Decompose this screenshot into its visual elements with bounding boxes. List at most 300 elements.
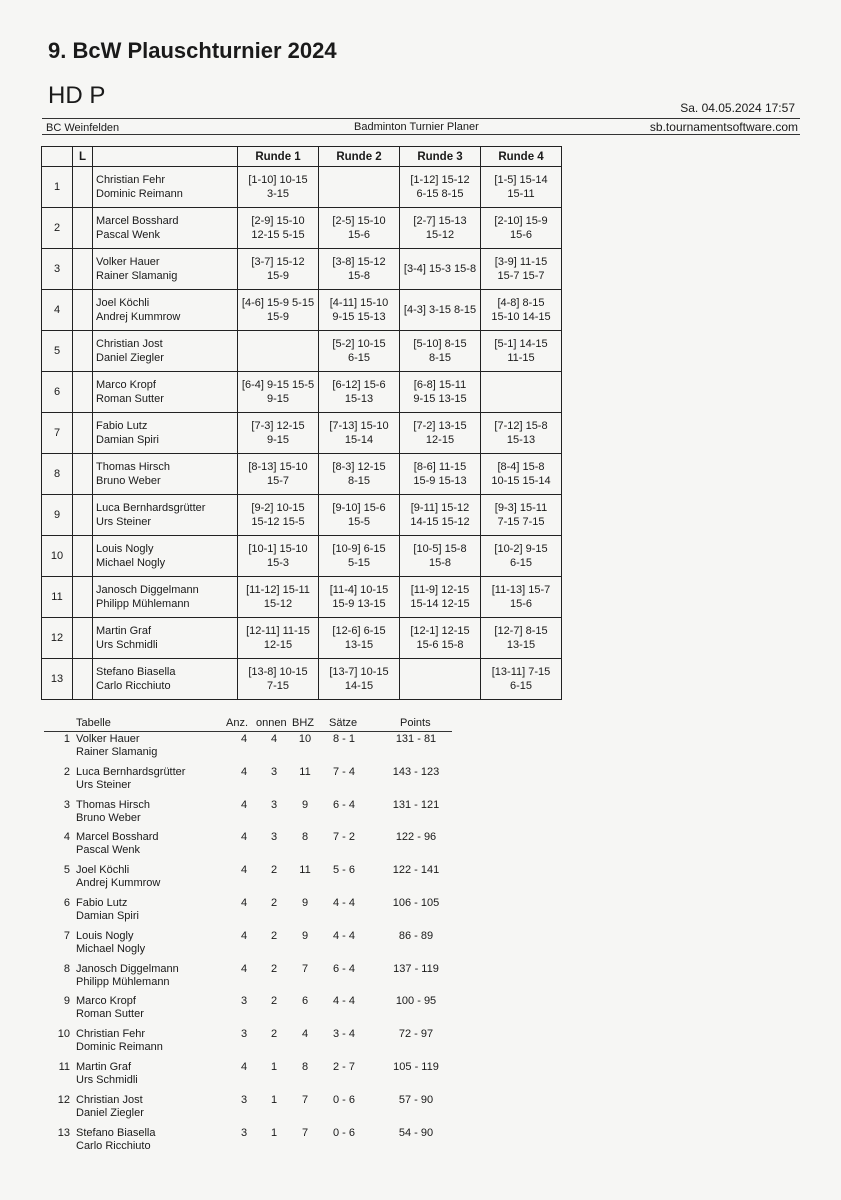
player-name: Philipp Mühlemann [96, 598, 190, 610]
round-3-result [400, 208, 481, 249]
team-players [93, 454, 238, 495]
team-players [93, 413, 238, 454]
result-line: 15-11 [507, 188, 535, 200]
result-line: 15-13 [344, 393, 374, 405]
standing-sets: 7 - 4 [332, 765, 355, 778]
result-line: [10-1] 15-10 [248, 543, 308, 555]
round-3-result [400, 372, 481, 413]
seed-number: 4 [42, 290, 73, 331]
standing-points: 137 - 119 [393, 962, 439, 975]
standing-won: 3 [270, 765, 278, 778]
standing-player-2: Andrej Kummrow [76, 877, 161, 890]
standing-bhz: 11 [299, 765, 311, 778]
result-line: 15-10 14-15 [491, 311, 551, 323]
round-3-result [400, 618, 481, 659]
result-line: [6-12] 15-6 [332, 379, 386, 391]
standings-row [44, 930, 452, 963]
standing-bhz: 9 [301, 896, 309, 909]
seed-number: 1 [42, 167, 73, 208]
result-line: 13-15 [344, 639, 374, 651]
result-line: [2-10] 15-9 [494, 215, 548, 227]
standing-sets: 6 - 4 [332, 962, 355, 975]
standings-row [44, 1061, 452, 1094]
l-cell [73, 167, 93, 208]
draw-row [42, 454, 562, 495]
result-line: 12-15 5-15 [251, 229, 305, 241]
result-line: 15-6 [347, 229, 371, 241]
standing-bhz: 11 [299, 864, 311, 877]
round-4-result [481, 290, 562, 331]
standings-row [44, 1127, 452, 1160]
result-line: [1-12] 15-12 [410, 174, 470, 186]
page-title: 9. BcW Plauschturnier 2024 [48, 38, 337, 63]
standings-anz-header: Anz. [226, 717, 249, 729]
player-name: Rainer Slamanig [96, 270, 178, 282]
standing-bhz: 4 [301, 1028, 309, 1041]
l-cell [73, 413, 93, 454]
team-players [93, 659, 238, 700]
result-line: 10-15 15-14 [491, 475, 551, 487]
standing-rank: 7 [63, 929, 70, 942]
col-players-header [93, 147, 238, 167]
standing-player-1: Christian Jost [76, 1093, 143, 1106]
standing-won: 1 [270, 1060, 278, 1073]
standing-points: 122 - 141 [392, 864, 440, 877]
player-name: Thomas Hirsch [96, 461, 170, 473]
result-line: 15-14 12-15 [410, 598, 470, 610]
player-name: Christian Jost [96, 338, 163, 350]
result-line: 7-15 7-15 [497, 516, 545, 528]
standing-points: 143 - 123 [392, 765, 440, 778]
round-2-result [319, 495, 400, 536]
round-4-result [481, 249, 562, 290]
player-name: Volker Hauer [96, 256, 160, 268]
result-line: 6-15 [347, 352, 371, 364]
standing-rank: 1 [63, 733, 70, 745]
standing-points: 131 - 81 [395, 733, 437, 745]
seed-number: 5 [42, 331, 73, 372]
round-2-result [319, 249, 400, 290]
standing-sets: 2 - 7 [332, 1060, 355, 1073]
header-divider-top [42, 118, 800, 119]
result-line: [4-11] 15-10 [329, 297, 389, 309]
standing-player-1: Thomas Hirsch [76, 798, 150, 811]
l-cell [73, 331, 93, 372]
standings-row [44, 1028, 452, 1061]
standing-player-2: Michael Nogly [76, 942, 146, 955]
player-name: Pascal Wenk [96, 229, 160, 241]
round-1-result [238, 454, 319, 495]
round-2-result [319, 618, 400, 659]
standing-points: 122 - 96 [395, 831, 437, 844]
seed-number: 3 [42, 249, 73, 290]
standing-sets: 0 - 6 [332, 1126, 355, 1139]
team-players [93, 618, 238, 659]
standing-played: 4 [240, 962, 248, 975]
standing-player-1: Stefano Biasella [76, 1126, 156, 1139]
standing-played: 4 [240, 929, 248, 942]
standing-player-2: Pascal Wenk [76, 844, 140, 857]
round-2-result [319, 372, 400, 413]
team-players [93, 208, 238, 249]
standing-rank: 9 [63, 995, 70, 1008]
result-line: 15-3 [266, 557, 290, 569]
round-4-result [481, 208, 562, 249]
draw-header-row [42, 147, 562, 167]
standings-row [44, 995, 452, 1028]
result-line: [5-10] 8-15 [413, 338, 467, 350]
round-2-result [319, 659, 400, 700]
round-3-result [400, 249, 481, 290]
team-players [93, 495, 238, 536]
result-line: [1-10] 10-15 [248, 174, 308, 186]
draw-row [42, 577, 562, 618]
round-4-result [481, 495, 562, 536]
result-line: [10-9] 6-15 [332, 543, 386, 555]
standing-won: 2 [270, 1028, 278, 1041]
col-round-1-header: Runde 1 [238, 147, 319, 167]
standing-played: 3 [240, 995, 248, 1008]
team-players [93, 372, 238, 413]
result-line: 6-15 [509, 557, 533, 569]
standing-rank: 8 [63, 962, 70, 975]
round-2-result [319, 290, 400, 331]
round-4-result [481, 372, 562, 413]
round-3-result [400, 331, 481, 372]
result-line: [2-9] 15-10 [251, 215, 305, 227]
result-line: [6-8] 15-11 [413, 379, 467, 391]
player-name: Janosch Diggelmann [96, 584, 199, 596]
standing-rank: 13 [57, 1126, 70, 1139]
standing-points: 86 - 89 [398, 929, 434, 942]
result-line: [12-7] 8-15 [494, 625, 548, 637]
result-line: 13-15 [506, 639, 536, 651]
round-3-result [400, 167, 481, 208]
result-line: 15-8 [428, 557, 452, 569]
round-1-result [238, 372, 319, 413]
round-2-result [319, 577, 400, 618]
result-line: [4-8] 8-15 [497, 297, 545, 309]
round-1-result [238, 249, 319, 290]
result-line: 14-15 [344, 680, 374, 692]
draw-row [42, 208, 562, 249]
print-datetime: Sa. 04.05.2024 17:57 [680, 101, 795, 115]
player-name: Dominic Reimann [96, 188, 183, 200]
draw-row [42, 249, 562, 290]
result-line: 6-15 [509, 680, 533, 692]
draw-row [42, 659, 562, 700]
result-line: 15-9 13-15 [332, 598, 386, 610]
round-2-result [319, 208, 400, 249]
standing-player-1: Janosch Diggelmann [76, 962, 179, 975]
standing-played: 4 [240, 896, 248, 909]
player-name: Damian Spiri [96, 434, 159, 446]
result-line: 15-6 15-8 [416, 639, 464, 651]
result-line: 9-15 [266, 434, 290, 446]
result-line: 12-15 [425, 434, 455, 446]
round-1-result [238, 167, 319, 208]
standing-won: 1 [270, 1093, 278, 1106]
l-cell [73, 577, 93, 618]
round-2-result [319, 167, 400, 208]
round-3-result [400, 413, 481, 454]
standing-player-2: Daniel Ziegler [76, 1106, 144, 1119]
standing-player-1: Martin Graf [76, 1060, 132, 1073]
round-3-result [400, 495, 481, 536]
result-line: [12-6] 6-15 [332, 625, 386, 637]
standing-won: 1 [270, 1126, 278, 1139]
player-name: Christian Fehr [96, 174, 166, 186]
standings-row [44, 766, 452, 799]
seed-number: 8 [42, 454, 73, 495]
team-players [93, 249, 238, 290]
round-4-result [481, 659, 562, 700]
standing-won: 3 [270, 831, 278, 844]
result-line: 9-15 15-13 [332, 311, 386, 323]
standing-won: 2 [270, 896, 278, 909]
col-round-2-header: Runde 2 [319, 147, 400, 167]
standing-rank: 4 [63, 831, 70, 844]
round-2-result [319, 413, 400, 454]
result-line: [9-10] 15-6 [332, 502, 386, 514]
seed-number: 10 [42, 536, 73, 577]
standing-player-1: Marco Kropf [76, 995, 136, 1008]
club-name: BC Weinfelden [46, 122, 120, 134]
draw-table [41, 146, 562, 700]
standing-played: 4 [240, 798, 248, 811]
round-2-result [319, 454, 400, 495]
result-line: [9-11] 15-12 [410, 502, 470, 514]
seed-number: 6 [42, 372, 73, 413]
team-players [93, 536, 238, 577]
website: sb.tournamentsoftware.com [649, 120, 798, 134]
standing-played: 3 [240, 1126, 248, 1139]
result-line: 15-9 [266, 311, 290, 323]
result-line: [12-11] 11-15 [246, 625, 310, 637]
standing-rank: 10 [57, 1028, 70, 1041]
player-name: Martin Graf [96, 625, 152, 637]
l-cell [73, 208, 93, 249]
result-line: [3-7] 15-12 [251, 256, 305, 268]
standing-bhz: 9 [301, 798, 309, 811]
result-line: [8-6] 11-15 [413, 461, 467, 473]
standing-bhz: 8 [301, 1060, 309, 1073]
round-1-result [238, 536, 319, 577]
standing-rank: 11 [58, 1060, 70, 1073]
round-1-result [238, 659, 319, 700]
standing-bhz: 9 [301, 929, 309, 942]
result-line: 15-12 15-5 [251, 516, 305, 528]
result-line: 6-15 8-15 [416, 188, 464, 200]
standing-played: 4 [240, 733, 248, 745]
result-line: [10-5] 15-8 [413, 543, 467, 555]
result-line: [3-4] 15-3 15-8 [403, 263, 477, 275]
standings-sets-header: Sätze [329, 717, 358, 729]
round-4-result [481, 454, 562, 495]
header-divider-bottom [42, 134, 800, 135]
l-cell [73, 249, 93, 290]
result-line: [9-2] 10-15 [251, 502, 305, 514]
draw-row [42, 372, 562, 413]
draw-row [42, 290, 562, 331]
round-1-result [238, 577, 319, 618]
result-line: 15-12 [263, 598, 293, 610]
team-players [93, 290, 238, 331]
player-name: Marco Kropf [96, 379, 156, 391]
standing-player-1: Fabio Lutz [76, 896, 128, 909]
result-line: [4-6] 15-9 5-15 [241, 297, 315, 309]
round-3-result [400, 577, 481, 618]
round-1-result [238, 495, 319, 536]
standing-points: 105 - 119 [393, 1060, 439, 1073]
result-line: 15-9 15-13 [413, 475, 467, 487]
standing-sets: 8 - 1 [332, 733, 355, 745]
round-4-result [481, 577, 562, 618]
standing-played: 4 [240, 1060, 248, 1073]
result-line: [7-3] 12-15 [251, 420, 305, 432]
standing-won: 3 [270, 798, 278, 811]
result-line: [8-13] 15-10 [248, 461, 308, 473]
l-cell [73, 495, 93, 536]
standing-sets: 7 - 2 [332, 831, 355, 844]
result-line: 15-8 [347, 270, 371, 282]
standing-points: 131 - 121 [392, 798, 440, 811]
round-1-result [238, 208, 319, 249]
result-line: 7-15 [266, 680, 290, 692]
standing-sets: 4 - 4 [332, 896, 355, 909]
standing-bhz: 7 [301, 1126, 309, 1139]
seed-number: 2 [42, 208, 73, 249]
round-1-result [238, 618, 319, 659]
col-round-4-header: Runde 4 [481, 147, 562, 167]
col-l-header: L [73, 147, 93, 167]
result-line: 15-12 [425, 229, 455, 241]
draw-row [42, 167, 562, 208]
standing-player-1: Volker Hauer [76, 733, 140, 745]
standing-points: 100 - 95 [395, 995, 437, 1008]
round-1-result [238, 331, 319, 372]
standing-sets: 0 - 6 [332, 1093, 355, 1106]
result-line: 15-7 [266, 475, 290, 487]
result-line: 11-15 [507, 352, 535, 364]
l-cell [73, 618, 93, 659]
standing-played: 4 [240, 831, 248, 844]
standing-bhz: 7 [301, 1093, 309, 1106]
standings-won-header: onnen [256, 717, 287, 729]
round-4-result [481, 331, 562, 372]
result-line: [2-5] 15-10 [332, 215, 386, 227]
player-name: Urs Schmidli [96, 639, 158, 651]
standing-played: 3 [240, 1028, 248, 1041]
result-line: 5-15 [347, 557, 371, 569]
standing-rank: 12 [57, 1093, 70, 1106]
result-line: 8-15 [347, 475, 371, 487]
standing-player-2: Philipp Mühlemann [76, 975, 170, 988]
standings-header [44, 717, 452, 732]
round-3-result [400, 536, 481, 577]
standing-rank: 3 [63, 798, 70, 811]
result-line: [11-9] 12-15 [410, 584, 470, 596]
standings-row [44, 1094, 452, 1127]
standing-sets: 6 - 4 [332, 798, 355, 811]
round-2-result [319, 536, 400, 577]
result-line: [10-2] 9-15 [494, 543, 548, 555]
player-name: Marcel Bosshard [96, 215, 179, 227]
draw-row [42, 618, 562, 659]
result-line: [11-4] 10-15 [329, 584, 389, 596]
standings-bhz-header: BHZ [292, 717, 314, 729]
player-name: Joel Köchli [96, 297, 150, 309]
standing-player-2: Rainer Slamanig [76, 746, 158, 758]
result-line: [8-4] 15-8 [497, 461, 545, 473]
standing-player-1: Marcel Bosshard [76, 831, 159, 844]
result-line: [5-1] 14-15 [494, 338, 548, 350]
l-cell [73, 454, 93, 495]
standings-table [44, 717, 452, 1159]
draw-row [42, 495, 562, 536]
round-1-result [238, 290, 319, 331]
standings-points-header: Points [400, 717, 431, 729]
result-line: 15-7 15-7 [497, 270, 545, 282]
round-4-result [481, 413, 562, 454]
standing-points: 57 - 90 [398, 1093, 434, 1106]
standing-player-2: Urs Schmidli [76, 1073, 138, 1086]
result-line: 15-6 [509, 229, 533, 241]
standing-sets: 3 - 4 [332, 1028, 355, 1041]
result-line: [11-12] 15-11 [246, 584, 310, 596]
player-name: Andrej Kummrow [96, 311, 181, 323]
standing-player-2: Urs Steiner [76, 778, 132, 791]
standing-bhz: 10 [298, 733, 312, 745]
standings-row [44, 831, 452, 864]
round-2-result [319, 331, 400, 372]
seed-number: 9 [42, 495, 73, 536]
result-line: [11-13] 15-7 [491, 584, 551, 596]
draw-row [42, 413, 562, 454]
standings-row [44, 733, 452, 766]
result-line: [13-11] 7-15 [491, 666, 551, 678]
event-subtitle: HD P [48, 82, 106, 109]
standing-won: 2 [270, 864, 278, 877]
player-name: Roman Sutter [96, 393, 164, 405]
col-round-3-header: Runde 3 [400, 147, 481, 167]
standing-player-2: Dominic Reimann [76, 1041, 163, 1054]
standing-player-1: Joel Köchli [76, 864, 130, 877]
standing-player-2: Roman Sutter [76, 1008, 144, 1021]
standing-won: 2 [270, 962, 278, 975]
standing-won: 2 [270, 995, 278, 1008]
result-line: [7-12] 15-8 [494, 420, 548, 432]
standing-rank: 6 [63, 896, 70, 909]
round-3-result [400, 659, 481, 700]
round-3-result [400, 454, 481, 495]
l-cell [73, 372, 93, 413]
result-line: [7-2] 13-15 [413, 420, 467, 432]
result-line: 8-15 [428, 352, 452, 364]
result-line: [4-3] 3-15 8-15 [403, 304, 477, 316]
standing-points: 54 - 90 [398, 1126, 434, 1139]
result-line: [13-7] 10-15 [329, 666, 389, 678]
standings-row [44, 799, 452, 832]
planner-name: Badminton Turnier Planer [354, 121, 479, 133]
standings-body [44, 732, 452, 1159]
standing-player-1: Louis Nogly [76, 929, 134, 942]
standing-player-1: Luca Bernhardsgrütter [76, 765, 186, 778]
standing-player-2: Bruno Weber [76, 811, 141, 824]
team-players [93, 331, 238, 372]
team-players [93, 167, 238, 208]
result-line: 15-5 [347, 516, 371, 528]
